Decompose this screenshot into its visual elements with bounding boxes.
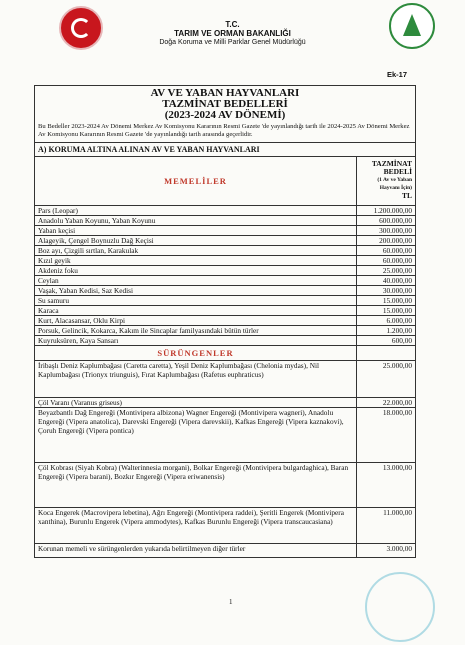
validity-note: Bu Bedeller 2023-2024 Av Dönemi Merkez Av Komisyonu Kararının Resmi Gazete 'de yayınlandığı tarih ile 2024-2025 Av Dönemi Merkez Av Komisyonu Kararının Resmi Gazete 'de yayınlandığı tarih arasında geçerlidir.	[38, 123, 410, 138]
value-header-3: (1 Av ve Yaban	[377, 177, 412, 183]
section-a-title: A) KORUMA ALTINA ALINAN AV VE YABAN HAYVANLARI	[35, 142, 415, 156]
table-row-name: Su samuru	[35, 296, 357, 306]
table-row-value: 15.000,00	[357, 296, 416, 306]
table-row-value: 3.000,00	[357, 544, 416, 557]
table-row-value: 1.200.000,00	[357, 206, 416, 216]
table-row-name: Karaca	[35, 306, 357, 316]
table-row-value: 300.000,00	[357, 226, 416, 236]
table-row-name: Porsuk, Gelincik, Kokarca, Kakım ile Sincaplar familyasındaki bütün türler	[35, 326, 357, 336]
table-row-value: 40.000,00	[357, 276, 416, 286]
document-frame	[34, 85, 416, 558]
title-line-1: AV VE YABAN HAYVANLARI	[150, 87, 300, 99]
table-row-name: Kızıl geyik	[35, 256, 357, 266]
table-row-value: 22.000,00	[357, 398, 416, 408]
table-row-value: 18.000,00	[357, 408, 416, 463]
table-row-name: Çöl Kobrası (Siyah Kobra) (Walterinnesia morgani), Bolkar Engereği (Montivipera bulgardaghica), Baran Engereği (Vipera barani), Bozkır Engereği (Vipera eriwanensis)	[35, 463, 357, 508]
value-header-5: TL	[401, 191, 412, 200]
compensation-table	[35, 156, 415, 557]
table-row-name: Boz ayı, Çizgili sırtlan, Karakulak	[35, 246, 357, 256]
table-row-value: 25.000,00	[357, 361, 416, 398]
dkmp-logo	[389, 3, 435, 49]
table-row-name: Pars (Leopar)	[35, 206, 357, 216]
table-row-value: 600.000,00	[357, 216, 416, 226]
table-row-value: 30.000,00	[357, 286, 416, 296]
header-directorate: Doğa Koruma ve Milli Parklar Genel Müdürlüğü	[159, 39, 306, 46]
reptiles-header-value	[357, 346, 416, 361]
table-row-value: 60.000,00	[357, 256, 416, 266]
table-row-value: 600,00	[357, 336, 416, 346]
ministry-logo	[59, 6, 103, 50]
table-row-value: 15.000,00	[357, 306, 416, 316]
table-row-value: 60.000,00	[357, 246, 416, 256]
table-row-name: Alageyik, Çengel Boynuzlu Dağ Keçisi	[35, 236, 357, 246]
annex-label: Ek-17	[387, 70, 408, 79]
table-row-name: Ceylan	[35, 276, 357, 286]
header-ministry: TARIM VE ORMAN BAKANLIĞI	[174, 29, 291, 38]
table-row-value: 200.000,00	[357, 236, 416, 246]
header-tc: T.C.	[225, 20, 240, 29]
title-line-2: TAZMİNAT BEDELLERİ	[162, 98, 288, 110]
table-row-name: İribaşlı Deniz Kaplumbağası (Caretta caretta), Yeşil Deniz Kaplumbağası (Chelonia mydas), Nil Kaplumbağası (Trionyx triunguis), Fırat Kaplumbağası (Rafetus euphraticus)	[35, 361, 357, 398]
doc-title	[35, 86, 415, 121]
table-row-value: 11.000,00	[357, 508, 416, 544]
category-header: MEMELİLER	[35, 157, 357, 206]
title-line-3: (2023-2024 AV DÖNEMİ)	[164, 109, 286, 121]
table-row-name: Korunan memeli ve sürüngenlerden yukarıda belirtilmeyen diğer türler	[35, 544, 357, 557]
value-header-1: TAZMİNAT	[371, 159, 412, 168]
table-row-value: 6.000,00	[357, 316, 416, 326]
page-number: 1	[229, 598, 233, 606]
table-row-name: Anadolu Yaban Koyunu, Yaban Koyunu	[35, 216, 357, 226]
table-row-name: Çöl Varanı (Varanus griseus)	[35, 398, 357, 408]
table-row-name: Kuyruksüren, Kaya Sansarı	[35, 336, 357, 346]
table-row-name: Beyazbantlı Dağ Engereği (Montivipera albizona) Wagner Engereği (Montivipera wagneri), Anadolu Engereği (Vipera anatolica), Darevski Engereği (Vipera darevskii), Kafkas Engereği (Vipera kaznakovi), Çoruh Engereği (Vipera pontica)	[35, 408, 357, 463]
table-row-value: 1.200,00	[357, 326, 416, 336]
table-row-name: Kurt, Alacasansar, Oklu Kirpi	[35, 316, 357, 326]
value-header	[357, 157, 416, 206]
table-row-value: 13.000,00	[357, 463, 416, 508]
crescent-icon	[71, 18, 91, 38]
official-stamp	[365, 572, 435, 642]
table-row-name: Koca Engerek (Macrovipera lebetina), Ağrı Engereği (Montivipera raddei), Şeritli Engerek (Montivipera xanthina), Burunlu Engerek (Vipera ammodytes), Kafkas Burunlu Engereği (Vipera transcaucasiana)	[35, 508, 357, 544]
table-row-name: Yaban keçisi	[35, 226, 357, 236]
reptiles-header: SÜRÜNGENLER	[35, 346, 357, 361]
table-row-name: Vaşak, Yaban Kedisi, Saz Kedisi	[35, 286, 357, 296]
table-row-name: Akdeniz foku	[35, 266, 357, 276]
table-row-value: 25.000,00	[357, 266, 416, 276]
tree-icon	[403, 14, 421, 36]
value-header-4: Hayvanı İçin)	[379, 185, 412, 191]
value-header-2: BEDELİ	[383, 167, 412, 176]
